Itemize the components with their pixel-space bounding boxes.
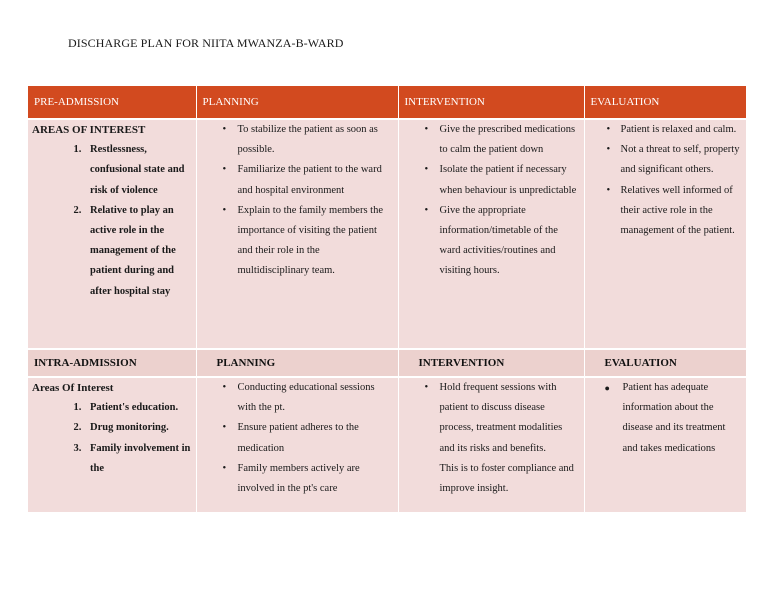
intra-admission-intervention-cell <box>398 377 584 512</box>
header-planning: PLANNING <box>196 86 398 119</box>
list-item: 2. Relative to play an active role in the management of the patient during and after hospital stay <box>84 201 192 302</box>
pre-admission-header-row <box>28 86 746 119</box>
list-item-text: Not a threat to self, property and significant others. <box>620 144 740 176</box>
list-item <box>223 201 394 282</box>
list-item-text: Explain to the family members the importance of visiting the patient and their role in the multidisciplinary team. <box>237 204 384 277</box>
header-evaluation: EVALUATION <box>584 349 746 377</box>
list-item <box>607 140 743 180</box>
pre-admission-areas-list <box>32 140 192 302</box>
list-item: 3. Family involvement in the <box>84 439 192 479</box>
areas-of-interest-heading: Areas Of Interest <box>32 382 114 394</box>
intra-admission-areas-cell <box>28 377 196 512</box>
header-pre-admission: PRE-ADMISSION <box>28 86 196 119</box>
list-item-text: Patient has adequate information about the disease and its treatment and takes medications <box>622 382 726 454</box>
bullet-icon: • <box>424 382 429 393</box>
list-item <box>425 201 580 282</box>
list-item <box>223 120 394 160</box>
bullet-icon: • <box>222 422 227 434</box>
pre-admission-areas-cell <box>28 119 196 349</box>
bullet-icon: • <box>424 204 429 216</box>
intra-admission-intervention-list <box>403 378 580 459</box>
bullet-icon: • <box>222 382 227 393</box>
bullet-icon: • <box>424 164 429 176</box>
discharge-plan-table <box>28 86 746 512</box>
list-item <box>425 120 580 160</box>
pre-admission-evaluation-list <box>589 120 743 241</box>
header-evaluation: EVALUATION <box>584 86 746 119</box>
intra-admission-row <box>28 377 746 512</box>
list-item-text: Family members actively are involved in the pt's care <box>237 462 360 495</box>
bullet-icon: • <box>606 144 611 156</box>
intra-admission-areas-list <box>32 398 192 479</box>
list-item <box>607 120 743 140</box>
list-item: 1. Restlessness, confusional state and risk of violence <box>84 140 192 201</box>
pre-admission-planning-cell <box>196 119 398 349</box>
list-item <box>223 459 394 499</box>
list-item-text: Relatives well informed of their active role in the management of the patient. <box>620 184 735 237</box>
bullet-icon: • <box>222 204 227 216</box>
bullet-icon: • <box>222 462 227 474</box>
pre-admission-planning-list <box>201 120 394 282</box>
list-item-text: Hold frequent sessions with patient to discuss disease process, treatment modalities and its risks and benefits. <box>439 382 563 454</box>
intra-admission-evaluation-list <box>589 378 743 459</box>
intervention-note: This is to foster compliance and improve insight. <box>439 462 574 495</box>
bullet-icon: ● <box>604 383 610 393</box>
bullet-icon: • <box>606 124 611 135</box>
intra-admission-planning-cell <box>196 377 398 512</box>
areas-of-interest-heading: AREAS OF INTEREST <box>32 124 146 136</box>
bullet-icon: • <box>222 164 227 176</box>
bullet-icon: • <box>606 184 611 196</box>
header-planning: PLANNING <box>196 349 398 377</box>
document-title: DISCHARGE PLAN FOR NIITA MWANZA-B-WARD <box>68 36 344 50</box>
header-intervention: INTERVENTION <box>398 86 584 119</box>
list-item-text: Isolate the patient if necessary when behaviour is unpredictable <box>439 164 577 196</box>
list-item-text: To stabilize the patient as soon as possible. <box>237 124 378 156</box>
intra-admission-evaluation-cell <box>584 377 746 512</box>
intra-admission-planning-list <box>201 378 394 499</box>
list-item <box>425 160 580 200</box>
pre-admission-intervention-cell <box>398 119 584 349</box>
bullet-icon: • <box>222 124 227 135</box>
list-item-text: Conducting educational sessions with the pt. <box>237 382 375 414</box>
list-item-text: Familiarize the patient to the ward and hospital environment <box>237 164 382 196</box>
list-item <box>607 181 743 242</box>
list-item <box>223 160 394 200</box>
list-item <box>223 418 394 458</box>
intra-admission-header-row <box>28 349 746 377</box>
list-item: 2. Drug monitoring. <box>84 418 192 438</box>
list-item-text: Give the appropriate information/timetable of the ward activities/routines and visiting hours. <box>439 204 558 277</box>
pre-admission-row <box>28 119 746 349</box>
header-intra-admission: INTRA-ADMISSION <box>28 349 196 377</box>
list-item <box>223 378 394 418</box>
list-item-text: Ensure patient adheres to the medication <box>237 422 359 454</box>
list-item-text: Give the prescribed medications to calm the patient down <box>439 124 576 156</box>
list-item-text: Patient is relaxed and calm. <box>620 124 737 135</box>
pre-admission-evaluation-cell <box>584 119 746 349</box>
bullet-icon: • <box>424 124 429 135</box>
list-item <box>425 378 580 459</box>
list-item: 1. Patient's education. <box>84 398 192 418</box>
header-intervention: INTERVENTION <box>398 349 584 377</box>
pre-admission-intervention-list <box>403 120 580 282</box>
list-item <box>605 378 743 459</box>
